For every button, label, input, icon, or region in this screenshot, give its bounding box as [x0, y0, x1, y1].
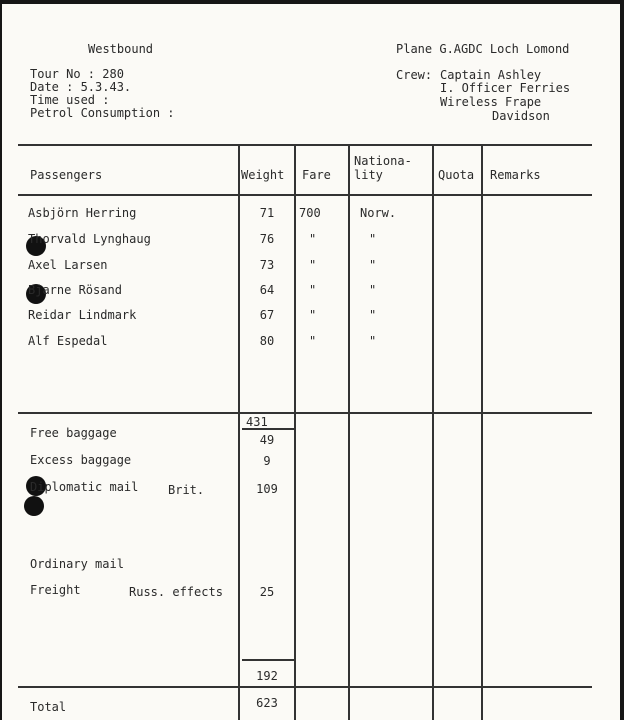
- passenger-fare: ": [309, 308, 317, 322]
- col-nationality: Nationa-: [354, 154, 412, 168]
- crew-member: I. Officer Ferries: [440, 81, 571, 95]
- passenger-nationality: ": [369, 283, 377, 297]
- freight-note: Russ. effects: [129, 585, 223, 599]
- passenger-name: Alf Espedal: [28, 334, 108, 348]
- passenger-fare: ": [309, 258, 317, 272]
- passenger-weight: 67: [259, 308, 275, 322]
- col-rule: [481, 144, 483, 720]
- passenger-nationality: ": [369, 308, 377, 322]
- col-weight: Weight: [241, 168, 285, 182]
- col-rule: [294, 144, 296, 720]
- passenger-nationality: Norw.: [360, 206, 397, 220]
- freight-label: Freight: [30, 583, 81, 597]
- plane: Plane G.AGDC Loch Lomond: [396, 42, 570, 56]
- col-rule: [432, 144, 434, 720]
- passenger-nationality: ": [369, 334, 377, 348]
- passenger-total: 431: [246, 415, 268, 429]
- passenger-name: Asbjörn Herring: [28, 206, 137, 220]
- passenger-nationality: ": [369, 232, 377, 246]
- total-weight: 623: [256, 696, 278, 710]
- passenger-fare: ": [309, 232, 317, 246]
- crew-member: Captain Ashley: [440, 68, 542, 82]
- excess-baggage-weight: 9: [263, 454, 271, 468]
- passenger-weight: 71: [259, 206, 275, 220]
- passenger-weight: 76: [259, 232, 275, 246]
- col-passengers: Passengers: [30, 168, 103, 182]
- excess-baggage-label: Excess baggage: [30, 453, 132, 467]
- diplomatic-mail-weight: 109: [256, 482, 278, 496]
- passenger-weight: 73: [259, 258, 275, 272]
- col-nationality: lity: [354, 168, 383, 182]
- col-rule: [348, 144, 350, 720]
- passenger-fare: 700: [299, 206, 321, 220]
- col-quota: Quota: [438, 168, 475, 182]
- diplomatic-mail-label: Diplomatic mail: [30, 480, 139, 494]
- col-remarks: Remarks: [490, 168, 541, 182]
- passengers-bottom-rule: [18, 412, 592, 414]
- manifest-page: [2, 4, 620, 720]
- passenger-weight: 64: [259, 283, 275, 297]
- crew-label: Crew:: [396, 68, 433, 82]
- free-baggage-weight: 49: [259, 433, 275, 447]
- date: Date : 5.3.43.: [30, 80, 132, 94]
- passenger-name: Reidar Lindmark: [28, 308, 137, 322]
- passenger-weight: 80: [259, 334, 275, 348]
- punch-hole: [24, 496, 44, 516]
- total-rule: [18, 686, 592, 688]
- passenger-name: Bjarne Rösand: [28, 283, 122, 297]
- diplomatic-mail-note: Brit.: [168, 483, 205, 497]
- col-fare: Fare: [302, 168, 331, 182]
- cargo-total: 192: [256, 669, 278, 683]
- direction: Westbound: [88, 42, 154, 56]
- crew-member: Davidson: [492, 109, 550, 123]
- passenger-nationality: ": [369, 258, 377, 272]
- crew-member: Wireless Frape: [440, 95, 542, 109]
- petrol-consumption: Petrol Consumption :: [30, 106, 175, 120]
- cargo-bottom-rule: [242, 659, 294, 661]
- passenger-fare: ": [309, 283, 317, 297]
- header-bottom-rule: [18, 194, 592, 196]
- col-rule: [238, 144, 240, 720]
- passenger-name: Axel Larsen: [28, 258, 108, 272]
- table-top-rule: [18, 144, 592, 146]
- ordinary-mail-label: Ordinary mail: [30, 557, 124, 571]
- total-label: Total: [30, 700, 67, 714]
- freight-weight: 25: [259, 585, 275, 599]
- tour-no: Tour No : 280: [30, 67, 124, 81]
- passenger-name: Thorvald Lynghaug: [28, 232, 151, 246]
- free-baggage-label: Free baggage: [30, 426, 117, 440]
- time-used: Time used :: [30, 93, 110, 107]
- passenger-fare: ": [309, 334, 317, 348]
